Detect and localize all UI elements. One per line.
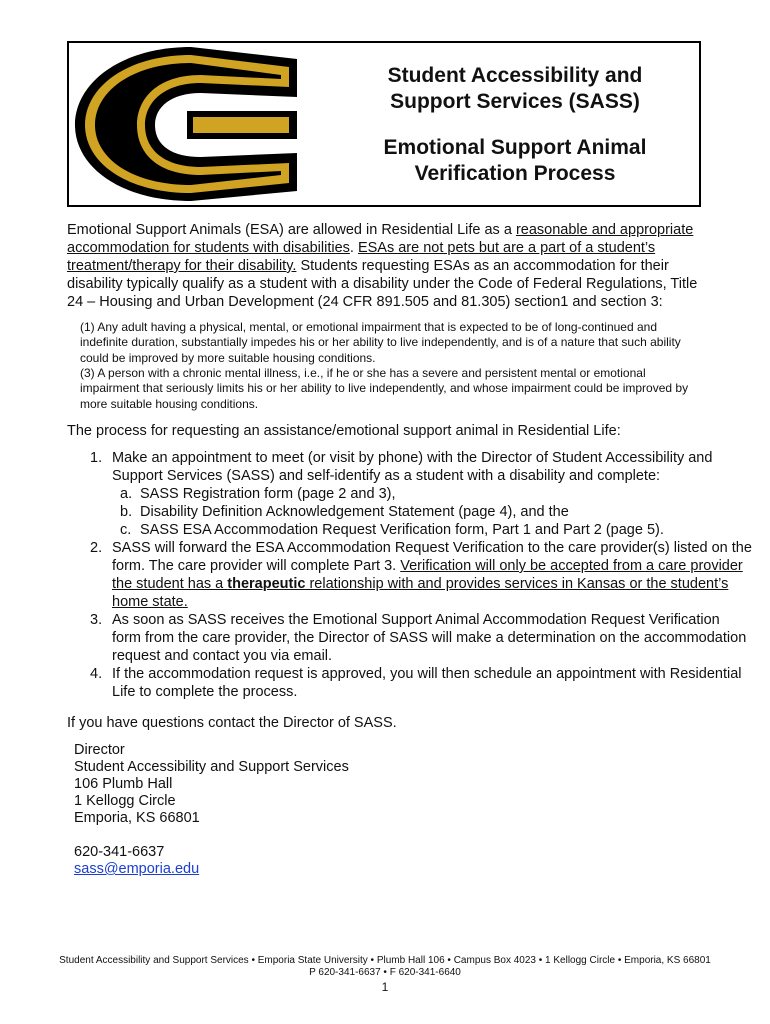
footer-line-2: P 620-341-6637 • F 620-341-6640 <box>309 967 461 978</box>
page-number: 1 <box>381 980 389 994</box>
contact-email-link[interactable]: sass@emporia.edu <box>74 861 200 877</box>
intro-underline-1: reasonable and appropriate accommodation for students with disabilities <box>67 222 694 256</box>
esu-e-logo <box>71 45 303 203</box>
sub-item <box>120 503 752 521</box>
header-subtitle-line-1: Emotional Support Animal <box>383 136 647 159</box>
contact-address-1: 106 Plumb Hall <box>74 776 173 792</box>
step-underline-a: Verification will only be accepted from a care provider the student has a <box>112 558 743 592</box>
quote-section-1: (1) Any adult having a physical, mental, or emotional impairment that is expected to be of long-continued and indefinite duration, substantially impedes his or her ability to live independently, and is of a nature that such ability could be improved by more suitable housing conditions. <box>80 320 681 365</box>
sub-text: SASS ESA Accommodation Request Verification form, Part 1 and Part 2 (page 5). <box>140 522 664 538</box>
header-subtitle-line-2: Verification Process <box>414 162 616 185</box>
contact-office: Student Accessibility and Support Services <box>74 759 349 775</box>
step-4 <box>90 665 752 701</box>
step-bold-therapeutic: therapeutic <box>227 576 306 592</box>
step-2 <box>90 539 752 611</box>
intro-paragraph <box>67 221 707 311</box>
step-text: Make an appointment to meet (or visit by phone) with the Director of Student Accessibility and Support Services (SASS) and self-identify as a student with a disability and complete: <box>112 450 713 484</box>
sub-text: SASS Registration form (page 2 and 3), <box>140 486 396 502</box>
contact-city: Emporia, KS 66801 <box>74 810 200 826</box>
quote-section-3: (3) A person with a chronic mental illness, i.e., if he or she has a severe and persistent mental or emotional impairment that seriously limits his or her ability to live independently, and whose impairment could be improved by more suitable housing conditions. <box>80 366 689 411</box>
step-text: As soon as SASS receives the Emotional Support Animal Accommodation Request Verification form from the care provider, the Director of SASS will make a determination on the accommodation request and contact you via email. <box>112 612 747 664</box>
step-number: 2. <box>90 540 103 556</box>
process-steps <box>67 449 752 701</box>
sub-item <box>120 485 752 503</box>
intro-text-b: . <box>349 240 358 256</box>
step-number: 4. <box>90 666 103 682</box>
intro-text-c: Students requesting ESAs as an accommodation for their disability typically qualify as a student with a disability under the Code of Federal Regulations, Title 24 – Housing and Urban Development (24 CFR 891.505 and 81.305) section1 and section 3: <box>67 258 698 310</box>
step-text: SASS will forward the ESA Accommodation Request Verification to the care provider(s) listed on the form. The care provider will complete Part 3. <box>112 540 752 574</box>
step-3 <box>90 611 752 665</box>
sub-item <box>120 521 752 539</box>
contact-title: Director <box>74 742 125 758</box>
step-underline-b: relationship with and provides services in Kansas or the student’s home state. <box>112 576 729 610</box>
header-titles <box>343 63 687 187</box>
process-heading: The process for requesting an assistance/emotional support animal in Residential Life: <box>67 423 621 439</box>
sub-number: c. <box>120 522 132 538</box>
sub-number: b. <box>120 504 133 520</box>
step-1 <box>90 449 752 539</box>
questions-line: If you have questions contact the Director of SASS. <box>67 715 397 731</box>
header-title-line-2: Support Services (SASS) <box>390 90 640 113</box>
step-text: If the accommodation request is approved, you will then schedule an appointment with Residential Life to complete the process. <box>112 666 742 700</box>
contact-block <box>74 742 349 878</box>
header-title-line-1: Student Accessibility and <box>387 64 643 87</box>
contact-address-2: 1 Kellogg Circle <box>74 793 176 809</box>
contact-phone: 620-341-6637 <box>74 844 165 860</box>
sub-text: Disability Definition Acknowledgement Statement (page 4), and the <box>140 504 569 520</box>
footer-line-1: Student Accessibility and Support Services • Emporia State University • Plumb Hall 106 • Campus Box 4023 • 1 Kellogg Circle • Emporia, KS 66801 <box>59 955 711 966</box>
step-number: 1. <box>90 450 103 466</box>
intro-text-a: Emotional Support Animals (ESA) are allowed in Residential Life as a <box>67 222 516 238</box>
step-1-sublist <box>112 485 752 539</box>
intro-underline-2: ESAs are not pets but are a part of a student’s treatment/therapy for their disability. <box>67 240 656 274</box>
sub-number: a. <box>120 486 133 502</box>
step-number: 3. <box>90 612 103 628</box>
header-box <box>67 41 701 207</box>
